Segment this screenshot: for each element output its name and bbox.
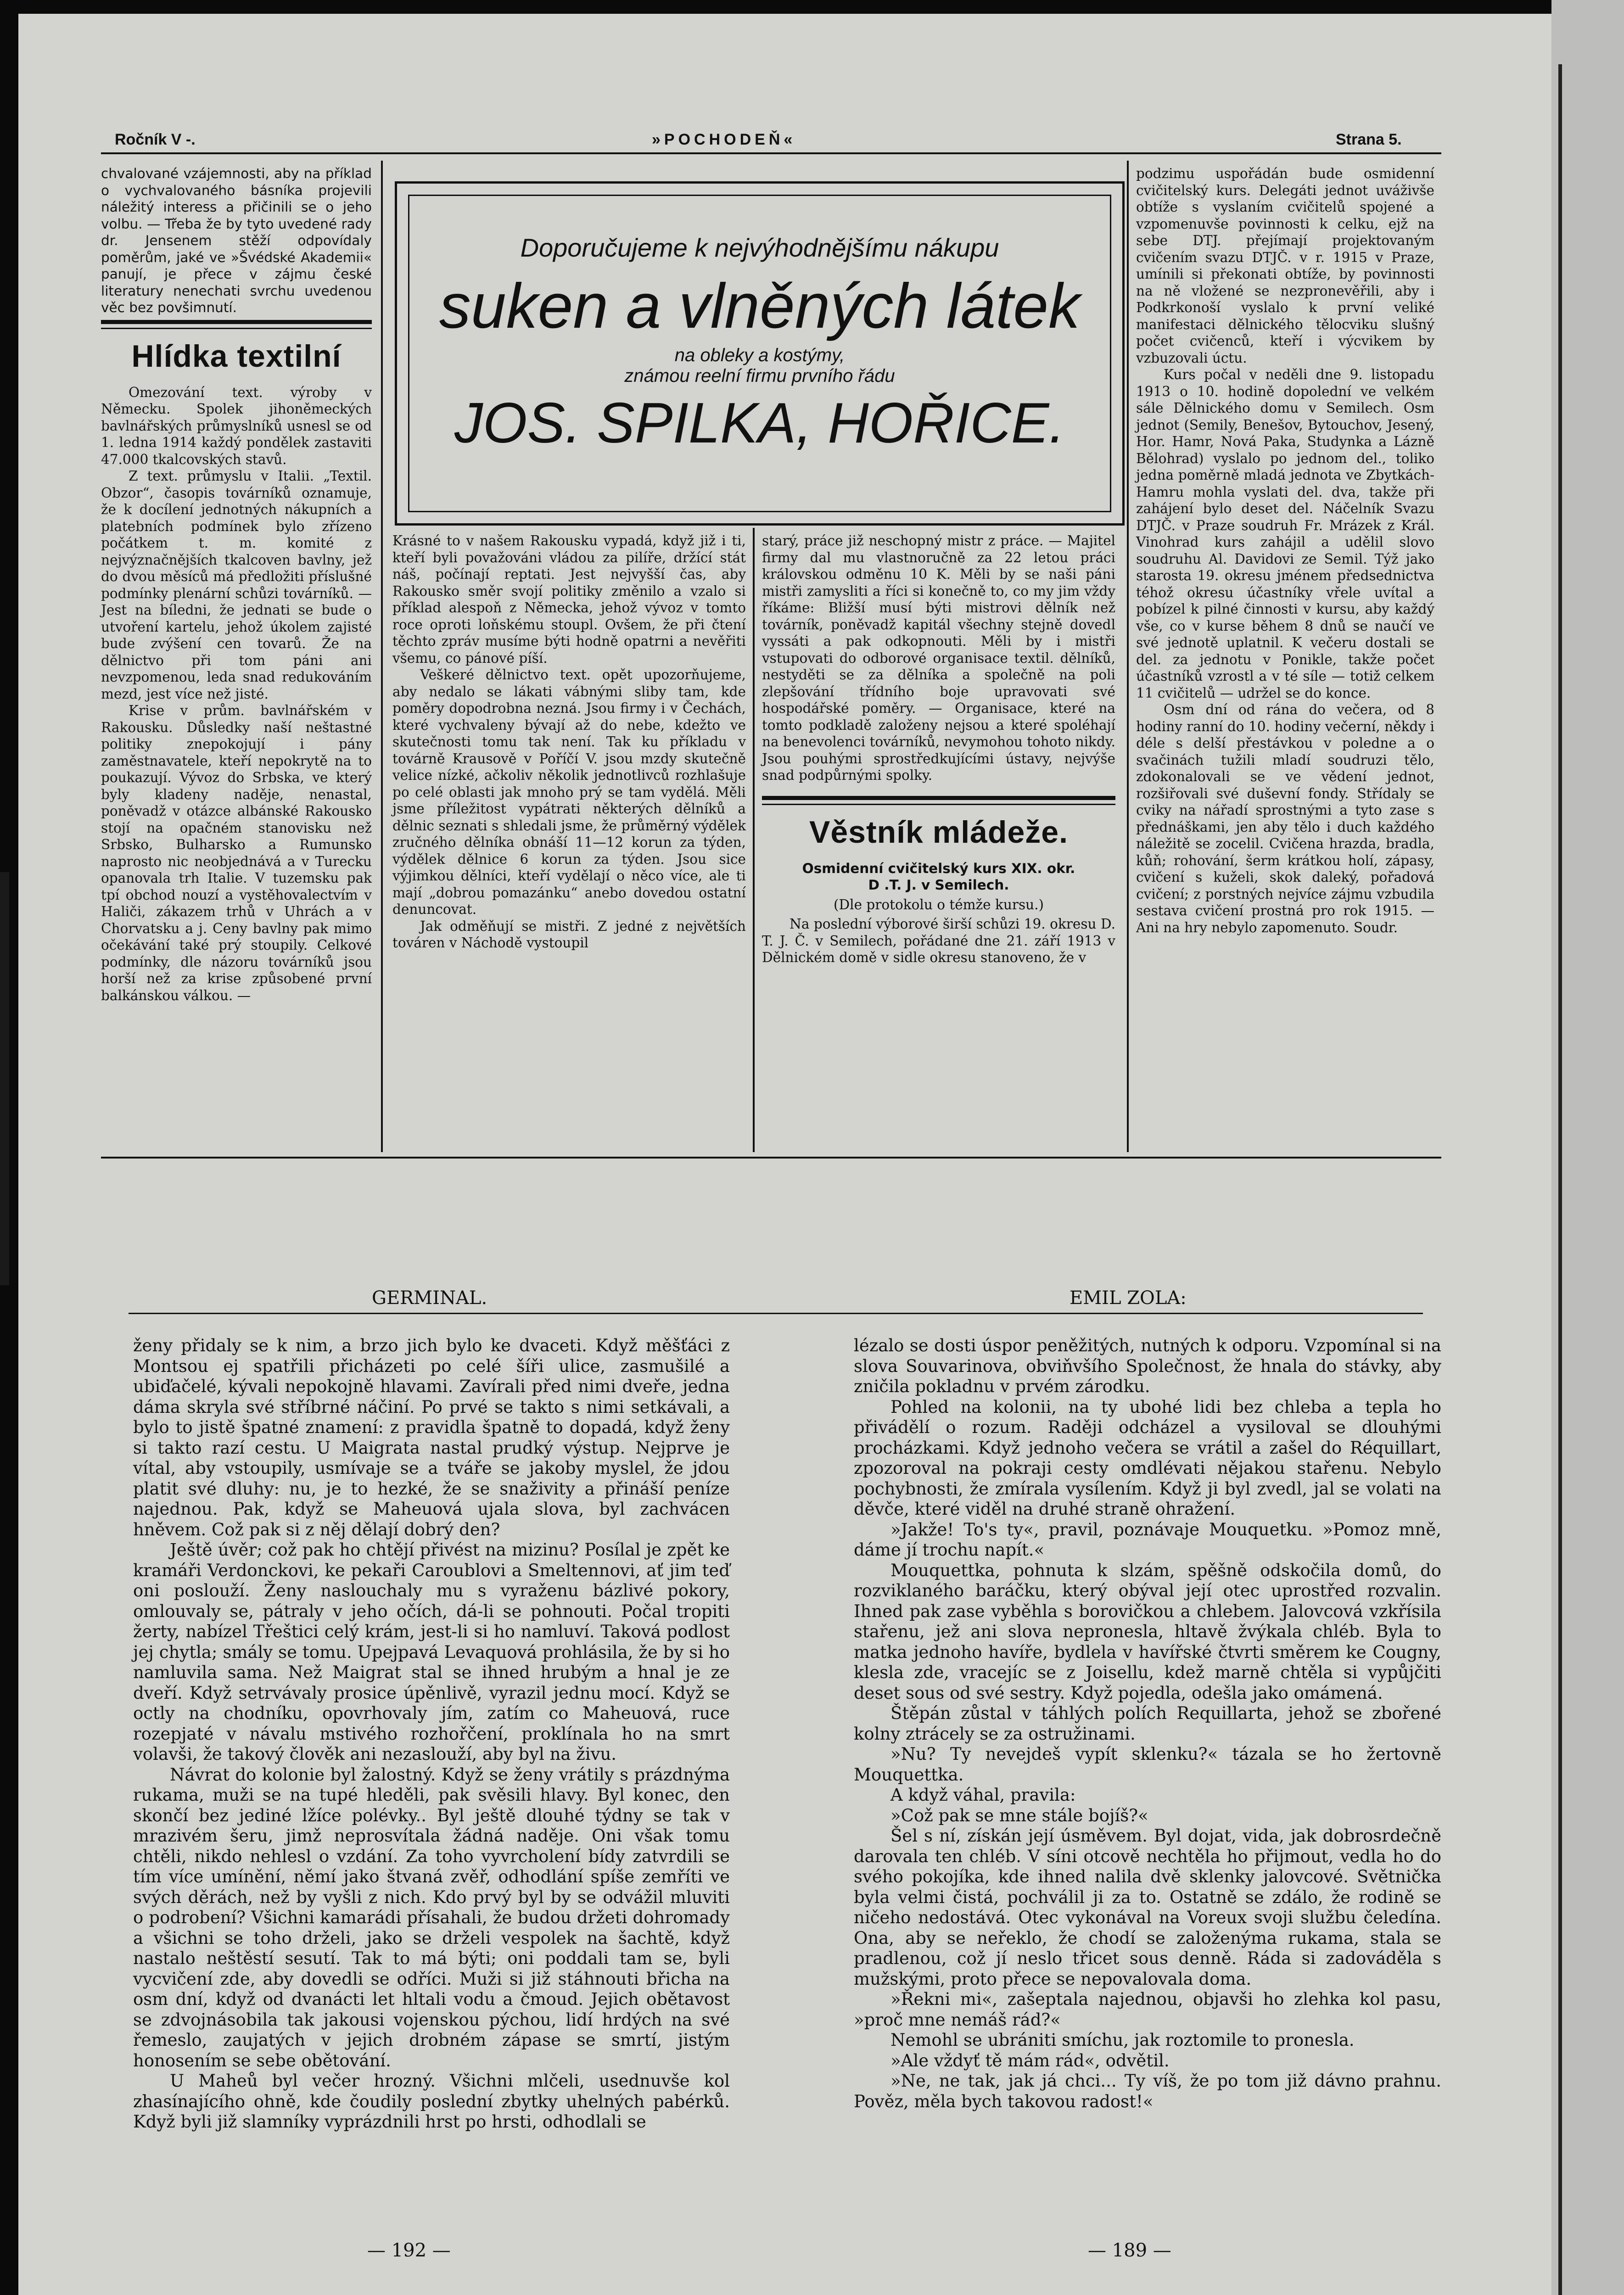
article-workers-warning: Veškeré dělnictvo text. opět upozorňujeme, aby nedalo se lákati vábnými sliby tam, kde poměry dopodrobna nezná. Jsou firmy i v Čechách, které vychvaleny bývají až do nebe, kdežto ve skutečnosti tomu tak není. Tak ku příkladu v továrně Krausově v Poříčí V. jsou mzdy skutečně velice nízké, ačkoliv několik jednotlivců rozhlašuje po celé oblasti jak mnoho prý se tam vydělá. Měli jsme příležitost vypátrati některých dělníků a dělnic seznati s shledali jsme, že průměrný výdělek zručného dělníka obnáší 11—12 korun za týden, výdělek dělnice 6 korun za týden. Jsou sice výjimkou dělníci, kteří vydělají o něco více, ale ti mají „dobrou pomazánku“ anebo dovedou ostatní denuncovat. — [392, 667, 746, 917]
article-austria-cont: Krásné to v našem Rakousku vypadá, když již i ti, kteří byli považováni vládou za pilíře, držící stát náš, počínají reptati. Jest nejvyšší čas, aby Rakousko směr svojí politiky změnilo a vzalo si příklad alespoň z Německa, jehož vývoz v tomto roce oproti loňskému stoupl. Ovšem, že při čtení těchto zpráv musíme býti hodně opatrni a nevěřiti všemu, co pánové píší. — [392, 533, 746, 666]
scan-edge-right — [1551, 0, 1624, 2295]
course-title-2: D .T. J. v Semilech. — [868, 877, 1009, 893]
serial-paragraph: Návrat do kolonie byl žalostný. Když se ženy vrátily s prázdnýma rukama, muži se na tupé hleděli, pak svěsili hlavy. Byl konec, den skončí bez jediné lžíce polévky.. Byl ještě dlouhé týdny se tak v mrazivém šeru, jimž neprosvítala žádná naděje. Oni však tomu chtěli, nikdo nehlesl o vzdání. Za toho vyvrcholení bídy zatvrdili se tím více umínění, němí jako štvaná zvěř, odhodlání spíše zemříti ve svých děrách, než by vyšli z nich. Kdo prvý byl by se odvážil mluviti o podrobení? Všichni kamarádi přísahali, že budou držeti dohromady a všichni se toho drželi, jako se drželi vespolek na šachtě, když nastalo neštěstí sesutí. Tak to má býti; oni poddali tam se, byli vycvičení zde, aby dovedli se odříci. Muži si již stáhnouti břicha na osm dní, když od dvanácti let hltali vodu a čmoud. Jejich obětavost se zdvojnásobila tak jakousi vojenskou pýchou, lidí hrdých na své řemeslo, zaujatých v jejich drobném zápase se smrtí, jistým honosením se sebe obětování. — [133, 1764, 730, 2071]
ad-line-usage: na obleky a kostýmy, — [674, 345, 845, 365]
serial-paragraph: Šel s ní, získán její úsměvem. Byl dojat, vida, jak dobrosrdečně darovala ten chléb. V síni otcově nechtěla ho přijmout, vedla ho do svého pokojíka, kde ihned nalila dvě sklenky jalovcové. Světnička byla velmi čistá, pochválil ji za to. Ostatně se zdálo, že rodině se ničeho nedostává. Otec vykonával na Voreux svoji službu čeledína. Ona, aby se neřeklo, že chodí se založenýma rukama, stala se pradlenou, což jí neslo třicet sous denně. Ráda si zadováděla s mužskými, proto přece se nepovalovala doma. — [854, 1826, 1441, 1989]
intro-paragraph: chvalované vzájemnosti, aby na příklad o vychvalovaného básníka projevili náležitý interess a přičinili se o jeho volbu. — Třeba že by tyto uvedené rady dr. Jensenem stěží odpovídaly poměrům, jaké ve »Švédské Akademii« panují, je přece v zájmu české literatury nenechati svrchu uvedenou věc bez povšimnutí. — [101, 166, 372, 315]
column-3 — [762, 532, 1115, 966]
advertisement-inner — [408, 195, 1111, 512]
serial-rule — [129, 1313, 1423, 1314]
course-article-p1: podzimu uspořádán bude osmidenní cvičitelský kurs. Delegáti jednot uváživše obtíže s vyslaním cvičitelů spojené a vzpomenuvše povinnosti k celku, ejž na sebe DTJ. přejímají projektovaným cvičením svazu DTJČ. v r. 1915 v Praze, umínili si překonati obtíže, by povinnosti na ně vložené se nezpronevěřili, aby i Podkrkonoší vyslalo k první veliké manifestaci dělnického tělocviku slušný počet cvičenců, kteří i výcvikem by vzbuzovali úctu. — [1136, 166, 1434, 366]
newspaper-page — [18, 14, 1551, 2295]
column-2 — [392, 532, 746, 952]
serial-paragraph: A když váhal, pravila: — [890, 1785, 1076, 1805]
article-austria: Krise v prům. bavlnářském v Rakousku. Důsledky naší neštastné politiky znepokojují i pány zaměstnavatele, kteří nepokrytě na to poukazují. Vývoz do Srbska, ve který byly kladeny naděje, nenastal, poněvadž v otázce albánské Rakousko stojí na opačném stanovisku než Srbsko, Bulharsko a Rumunsko naprosto nic neobjednává a v Turecku opanovala trh Italie. V tuzemsku pak tpí obchod nouzí a vystěhovalectvím v Haliči, zákazem trhů v Uhrách a v Chorvatsku a j. Ceny bavlny pak mimo očekávání také prý stoupily. Celkové podmínky, dle názoru továrníků jsou horší než za krise způsobené první balkánskou válkou. — — [101, 703, 372, 1003]
header-page-number: Strana 5. — [1336, 131, 1402, 148]
ad-line-company-name: JOS. SPILKA, HOŘICE. — [454, 392, 1065, 455]
serial-paragraph: ženy přidaly se k nim, a brzo jich bylo ke dvaceti. Když měšťáci z Montsou ej spatřili přicházeti po celé šíři ulice, zasmušilé a ubiďačelé, kývali nepokojně hlavami. Zavírali před nimi dveře, jedna dáma skryla své stříbrné náčiní. Po prvé se takto s nimi setkávali, a bylo to jistě špatné znamení: z pravidla špatně to dopadá, když ženy si takto razí cestu. U Maigrata nastal prudký výstup. Nejprve je vítal, aby vstoupily, usmívaje se a tváře se jakoby myslel, že jdou platit své dluhy: nu, je to hezké, že se snaživity a přináší peníze najednou. Pak, když se Maheuová ujala slova, byl zachvácen hněvem. Což pak si z něj dělají dobrý den? — [133, 1336, 730, 1539]
serial-paragraph: »Jakže! To's ty«, pravil, poznávaje Mouquetku. »Pomoz mně, dáme jí trochu napít.« — [854, 1519, 1441, 1560]
serial-title: GERMINAL. — [372, 1287, 487, 1309]
course-title-1: Osmidenní cvičitelský kurs XIX. okr. — [802, 860, 1075, 876]
serial-paragraph: »Což pak se mne stále bojíš?« — [890, 1805, 1148, 1825]
ad-line-products: suken a vlněných látek — [439, 271, 1081, 341]
serial-left-column — [133, 1336, 730, 2133]
article-masters-cont: starý, práce již neschopný mistr z práce. — Majitel firmy dal mu vlastnoručně za 22 letou práci královskou odměnu 10 K. Měli by se naši páni mistři zamysliti a říci si konečně to, co my jim vždy říkáme: Bližší musí býti mistrovi dělník než továrník, poněvadž kapitál všechny stejně dovedl vyssáti a pak odkopnouti. Měli by i mistři vstupovati do odborové organisace textil. dělníků, nestyděti se za dělníka a společně na poli zlepšování třídního boje upravovati své hospodářské poměry. — Organisace, které na tomto podkladě založeny nejsou a které spoléhají na benevolenci továrníků, nevymohou tohoto nikdy. Jsou pouhými sprostředkujícími ústavy, nejvýše snad podpůrnými spolky. — [762, 533, 1115, 783]
serial-paragraph: Štěpán zůstal v táhlých polích Requillarta, jehož se zbořené kolny ztrácely se za ostružinami. — [854, 1703, 1441, 1744]
section-rule-thin — [101, 328, 372, 329]
serial-paragraph: »Ale vždyť tě mám rád«, odvětil. — [890, 2050, 1170, 2071]
column-divider-1 — [381, 161, 383, 1152]
page-bottom-rule — [101, 1157, 1441, 1159]
section-rule-thin — [762, 804, 1115, 805]
scan-edge-line — [1558, 64, 1562, 2295]
column-4 — [1136, 165, 1434, 936]
serial-paragraph: »Nu? Ty nevejdeš vypít sklenku?« tázala se ho žertovně Mouquettka. — [854, 1744, 1441, 1785]
course-article-p3: Osm dní od rána do večera, od 8 hodiny ranní do 10. hodiny večerní, někdy i déle s delší přestávkou v poledne a o svačinách tužili mladí soudruzi tělo, zdokonalovali se ve vědení jednot, rozšiřovali své duševní fondy. Střídaly se cviky na nářadí sprostnými a tyto zase s přednáškami, jen aby tělo i duch každého náležitě se zocelil. Cvičena hrazda, bradla, kůň; rohování, šerm krátkou holí, zápasy, cvičení s kuželi, skok daleký, pořadová cvičení; z porstných nejvíce zájmu vzbudila sestava cvičení prostná pro rok 1915. — Ani na hry nebylo zapomenuto. Soudr. — [1136, 702, 1434, 935]
course-article-p2: Kurs počal v neděli dne 9. listopadu 1913 o 10. hodině dopolední ve velkém sále Dělnického domu v Semilech. Osm jednot (Semily, Benešov, Bytouchov, Jesený, Hor. Hamr, Nová Paka, Studynka a Lázně Bělohrad) vyslalo po jednom del., toliko jedna poměrně mladá jednota ve Zbytkách-Hamru mohla vyslati del. dva, takže při zahájení bylo deset del. Náčelník Svazu DTJČ. v Praze soudruh Fr. Mrázek z Král. Vinohrad kurs zahájil a udělil slovo soudruhu Al. Davidovi ze Semil. Týž jako starosta 19. okresu jménem předsednictva téhož okresu účastníky vřele uvítal a pobízel k pilné činnosti v kursu, aby každý vše, co v kurse během 8 dnů se naučí ve své jednotě uplatnil. K večeru dostali se del. za jednotu v Ponikle, takže počet účastníků vzrostl a v té síle — totiž celkem 11 cvičitelů — udržel se do konce. — [1136, 367, 1434, 701]
scan-edge-left — [0, 872, 9, 1285]
serial-right-column — [854, 1336, 1441, 2112]
serial-paragraph: »Ne, ne tak, jak já chci... Ty víš, že po tom již dávno prahnu. Pověz, měla bych takovou radost!« — [854, 2071, 1441, 2111]
serial-paragraph: Ještě úvěr; což pak ho chtějí přivést na mizinu? Posílal je zpět ke kramáři Verdonckovi, ke pekaři Caroublovi a Smeltennovi, ať jim teď oni poslouží. Ženy naslouchaly mu s vyraženu bázlivé pokory, omlouvaly se, pátraly v jeho očích, dá-li se pohnouti. Počal tropiti žerty, nabízel Třeštici celý krám, jest-li si ho namluví. Taková podlost jej chytla; smály se tomu. Upejpavá Levaquová prohlásila, že by si ho namluvila sama. Než Maigrat stal se ihned hrubým a hnal je ze dveří. Když setrvávaly prosice úpěnlivě, vyrazil jednu mocí. Když se octly na chodníku, opovrhovaly jím, zatím co Maheuová, ruce rozepjaté v návalu mstivého rozhořčení, proklínala ho na smrt volavši, že takový člověk ani nezaslouží, aby byl na živu. — [133, 1540, 730, 1764]
serial-paragraph: lézalo se dosti úspor peněžitých, nutných k odporu. Vzpomínal si na slova Souvarinova, obviňvšího Společnost, že hnala do stávky, aby zničila pokladnu v prvém zárodku. — [854, 1336, 1441, 1396]
column-divider-3 — [1127, 161, 1129, 1152]
ad-line-firm: známou reelní firmu prvního řádu — [624, 366, 895, 386]
column-1 — [101, 165, 372, 1004]
header-masthead: »POCHODEŇ« — [652, 131, 796, 148]
article-germany: Omezování text. výroby v Německu. Spolek jihoněmeckých bavlnářských průmyslníků usnesl se od 1. ledna 1914 každý pondělek zastaviti 47.000 tkalcovských stavů. — [101, 384, 372, 467]
section-rule — [101, 320, 372, 324]
section-heading-textile: Hlídka textilní — [131, 338, 342, 374]
serial-paragraph: Nemohl se ubrániti smíchu, jak roztomile to pronesla. — [890, 2030, 1355, 2050]
section-heading-youth: Věstník mládeže. — [809, 814, 1069, 850]
header-rule — [101, 152, 1441, 154]
course-article-start: Na poslední výborové širší schůzi 19. okresu D. T. J. Č. v Semilech, pořádané dne 21. září 1913 v Dělnickém domě v sidle okresu stanoveno, že v — [762, 916, 1115, 965]
serial-paragraph: U Maheů byl večer hrozný. Všichni mlčeli, usednuvše kol zhasínajícího ohně, kde čoudily poslední zbytky uhelných pabérků. Když byli již slamníky vyprázdnili hrst po hrsti, odhodlali se — [133, 2071, 730, 2132]
serial-page-left: — 192 — — [367, 2240, 451, 2261]
article-italy: Z text. průmyslu v Italii. „Textil. Obzor“, časopis továrníků oznamuje, že k docílení jednotných nákupních a platebních podmínek bylo zřízeno počátkem t. m. komité z nejvýznačnějších tkalcoven bavlny, jež do dvou měsíců má předložiti příslušné podmínky plenární schůzi továrníků. — Jest na bíledni, že jednati se bude o utvoření kartelu, jehož úkolem zajisté bude zvýšení cen tovarů. Že na dělnictvo při tom páni ani nevzpomenou, leda snad redukováním mezd, jest více než jisté. — [101, 468, 372, 702]
column-divider-2 — [753, 528, 755, 1152]
serial-paragraph: »Řekni mi«, zašeptala najednou, objavši ho zlehka kol pasu, »proč mne nemáš rád?« — [854, 1989, 1441, 2030]
ad-line-recommend: Doporučujeme k nejvýhodnějšímu nákupu — [520, 233, 999, 262]
serial-paragraph: Mouquettka, pohnuta k slzám, spěšně odskočila domů, do rozviklaného baráčku, který obýval její otec uprostřed rozvalin. Ihned pak zase vyběhla s borovičkou a chlebem. Jalovcová vzkřísila stařenu, jež ani slova neprones​la, hltavě žvýkala chléb. Byla to matka jednoho havíře, bydlela v havířské čtvrti směrem ke Cougny, klesla zde, vracejíc se z Joisellu, kdež marně chtěla si vypůjčiti deset sous od své sestry. Když pojedla, odešla jako omámená. — [854, 1560, 1441, 1703]
course-protocol-note: (Dle protokolu o témže kursu.) — [833, 896, 1044, 912]
article-masters: Jak odměňují se mistři. Z jedné z největších továren v Náchodě vystoupil — [392, 918, 746, 951]
serial-paragraph: Pohled na kolonii, na ty ubohé lidi bez chleba a tepla ho přivádělí o rozum. Raději odcházel a vysiloval se dlouhými procházkami. Když jednoho večera se vrátil a zašel do Réquillart, zpozoroval na pokraji cesty omdlévati nějakou stařenu. Nebylo pochybnosti, že zmírala vysílením. Když ji byl zvedl, jal se volati na děvče, které viděl na druhé straně ohražení. — [854, 1397, 1441, 1519]
serial-author: EMIL ZOLA: — [1070, 1287, 1187, 1309]
section-rule — [762, 796, 1115, 800]
header-volume: Ročník V -. — [115, 131, 196, 148]
advertisement-box — [395, 181, 1125, 526]
serial-page-right: — 189 — — [1088, 2240, 1171, 2261]
